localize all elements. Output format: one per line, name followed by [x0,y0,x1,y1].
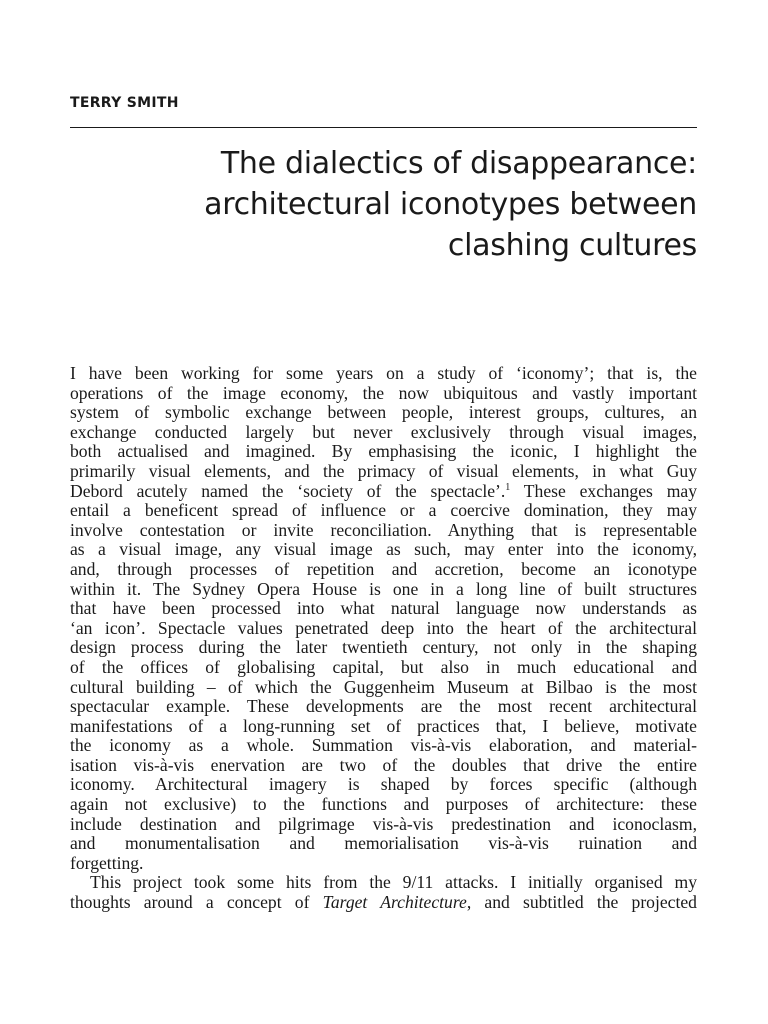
body-line: both actualised and imagined. By emphasising the iconic, I highlight the [70,441,697,462]
body-line: ‘an icon’. Spectacle values penetrated deep into the heart of the architectural [70,617,697,638]
body-line: include destination and pilgrimage vis-à-vis predestination and iconoclasm, [70,813,697,834]
body-line: manifestations of a long-running set of practices that, I believe, motivate [70,715,697,736]
body-line-with-footnote [70,482,697,502]
body-line: of the offices of globalising capital, but also in much educational and [70,656,697,677]
body-line-with-italic [70,893,697,913]
title-line: clashing cultures [447,228,697,263]
body-line: that have been processed into what natural language now understands as [70,598,697,619]
body-line: again not exclusive) to the functions and purposes of architecture: these [70,794,697,815]
article-body [70,364,697,913]
body-line: exchange conducted largely but never exclusively through visual images, [70,421,697,442]
body-line: spectacular example. These developments are the most recent architectural [70,696,697,717]
body-line: within it. The Sydney Opera House is one in a long line of built structures [70,578,697,599]
italic-title: Target Architecture [322,892,467,913]
title-line: The dialectics of disappearance: [220,146,697,181]
body-line: as a visual image, any visual image as such, may enter into the iconomy, [70,539,697,560]
body-line: iconomy. Architectural imagery is shaped by forces specific (although [70,774,697,795]
body-text-segment: These exchanges may [510,480,697,501]
author-name: TERRY SMITH [70,95,179,111]
body-line: and, through processes of repetition and accretion, become an iconotype [70,558,697,579]
body-text-segment: Debord acutely named the ‘society of the spectacle’. [70,480,506,501]
body-line: entail a beneficent spread of influence or a coercive domination, they may [70,500,697,521]
body-line: forgetting. [70,852,144,873]
body-line: isation vis-à-vis enervation are two of the doubles that drive the entire [70,754,697,775]
title-line: architectural iconotypes between [204,187,697,222]
header-rule [70,127,697,128]
body-line: primarily visual elements, and the primacy of visual elements, in what Guy [70,460,697,481]
body-line: involve contestation or invite reconciliation. Anything that is representable [70,519,697,540]
body-line: and monumentalisation and memorialisation vis-à-vis ruination and [70,833,697,854]
body-line: cultural building – of which the Guggenheim Museum at Bilbao is the most [70,676,697,697]
body-text-segment: , and subtitled the projected [466,892,697,913]
article-title [97,143,697,266]
body-line: This project took some hits from the 9/11 attacks. I initially organised my [90,872,697,893]
body-line: design process during the later twentieth century, not only in the shaping [70,637,697,658]
body-line: operations of the image economy, the now ubiquitous and vastly important [70,382,697,403]
body-line: the iconomy as a whole. Summation vis-à-vis elaboration, and material- [70,735,697,756]
footnote-marker[interactable]: 1 [505,481,511,493]
body-line: system of symbolic exchange between people, interest groups, cultures, an [70,402,697,423]
body-line: I have been working for some years on a study of ‘iconomy’; that is, the [70,363,697,383]
body-text-segment: thoughts around a concept of [70,892,323,913]
